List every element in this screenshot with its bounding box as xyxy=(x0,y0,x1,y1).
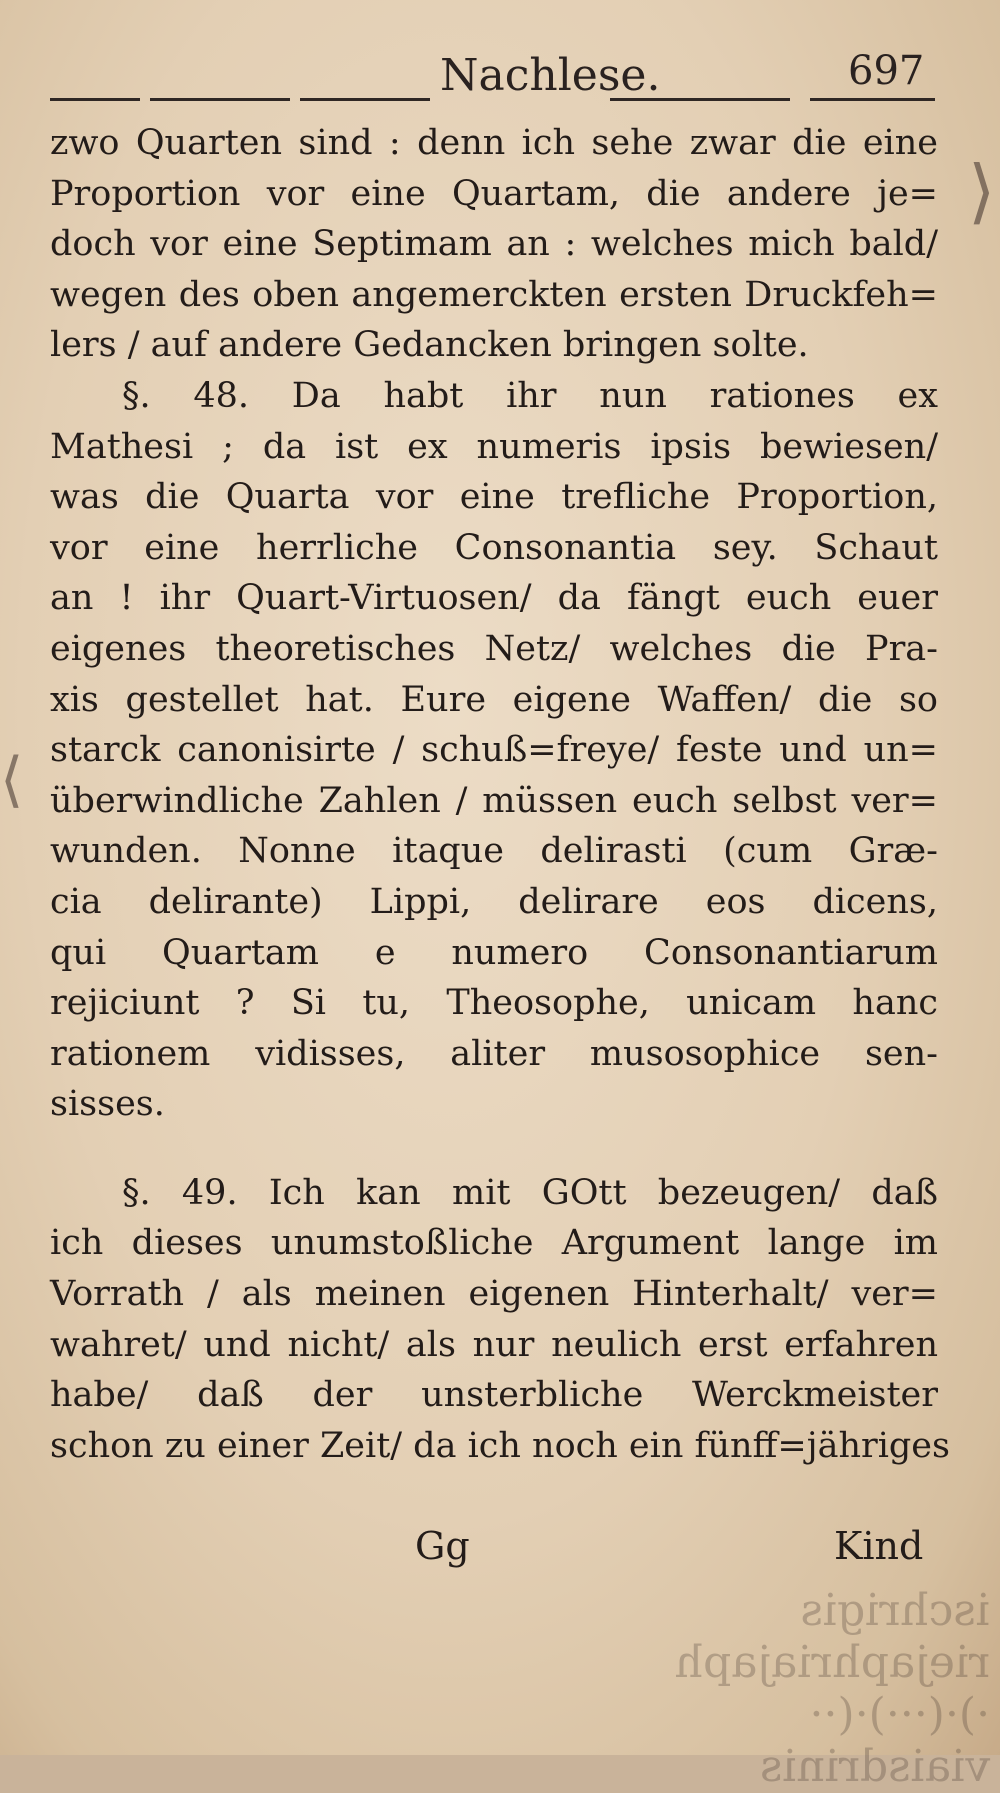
bleed-through-text: ischrigis riejaphriajaph ·)·(···)·(·· viaisdrinis xyxy=(674,1585,990,1792)
margin-bracket-right: ⟩ xyxy=(968,150,996,232)
text-line: schon zu einer Zeit/ da ich noch ein fünff=jähriges xyxy=(50,1425,950,1466)
text-line: Mathesi ; da ist ex numeris ipsis bewiesen/ xyxy=(50,426,938,467)
signature-mark: Gg xyxy=(415,1524,470,1568)
page-number: 697 xyxy=(848,48,925,94)
header-rule-left xyxy=(50,98,140,101)
text-line: doch vor eine Septimam an : welches mich bald/ xyxy=(50,224,938,265)
catchword: Kind xyxy=(834,1524,924,1568)
text-line: vor eine herrliche Consonantia sey. Schaut xyxy=(50,527,938,568)
text-line: sisses. xyxy=(50,1084,165,1125)
text-line: starck canonisirte / schuß=freye/ feste und un= xyxy=(50,730,938,771)
text-line: Proportion vor eine Quartam, die andere je= xyxy=(50,173,938,214)
running-head: Nachlese. xyxy=(440,50,661,101)
text-line: §. 49. Ich kan mit GOtt bezeugen/ daß xyxy=(122,1172,938,1213)
paragraph-2 xyxy=(50,371,938,1130)
text-line: cia delirante) Lippi, delirare eos dicens, xyxy=(50,881,938,922)
text-line: lers / auf andere Gedancken bringen solte. xyxy=(50,325,809,366)
text-line: xis gestellet hat. Eure eigene Waffen/ die so xyxy=(50,679,938,720)
text-line: zwo Quarten sind : denn ich sehe zwar die eine xyxy=(50,123,938,163)
paragraph-1 xyxy=(50,118,938,371)
text-line: eigenes theoretisches Netz/ welches die Pra- xyxy=(50,628,938,669)
body-text xyxy=(50,118,950,1471)
text-line: §. 48. Da habt ihr nun rationes ex xyxy=(122,375,938,416)
text-line: was die Quarta vor eine trefliche Proportion, xyxy=(50,477,938,518)
text-line: habe/ daß der unsterbliche Werckmeister xyxy=(50,1375,938,1416)
paragraph-3 xyxy=(50,1168,950,1472)
text-line: wunden. Nonne itaque delirasti (cum Græ- xyxy=(50,831,938,872)
text-line: qui Quartam e numero Consonantiarum xyxy=(50,932,938,973)
text-line: Vorrath / als meinen eigenen Hinterhalt/ ver= xyxy=(50,1274,938,1315)
page-header xyxy=(50,44,940,106)
text-line: ich dieses unumstoßliche Argument lange im xyxy=(50,1223,938,1264)
header-rule-right xyxy=(810,98,935,101)
text-line: wegen des oben angemerckten ersten Druckfeh= xyxy=(50,274,938,315)
text-line: überwindliche Zahlen / müssen euch selbst ver= xyxy=(50,780,938,821)
page-footer xyxy=(50,1524,940,1584)
text-line: an ! ihr Quart-Virtuosen/ da fängt euch euer xyxy=(50,578,938,619)
text-line: wahret/ und nicht/ als nur neulich erst erfahren xyxy=(50,1324,938,1365)
paragraph-gap xyxy=(50,1130,938,1168)
margin-bracket-left: ⟨ xyxy=(0,745,24,815)
header-rule-left-2 xyxy=(150,98,290,101)
header-rule-left-3 xyxy=(300,98,430,101)
text-line: rejiciunt ? Si tu, Theosophe, unicam hanc xyxy=(50,983,938,1024)
text-line: rationem vidisses, aliter musosophice sen- xyxy=(50,1033,938,1074)
